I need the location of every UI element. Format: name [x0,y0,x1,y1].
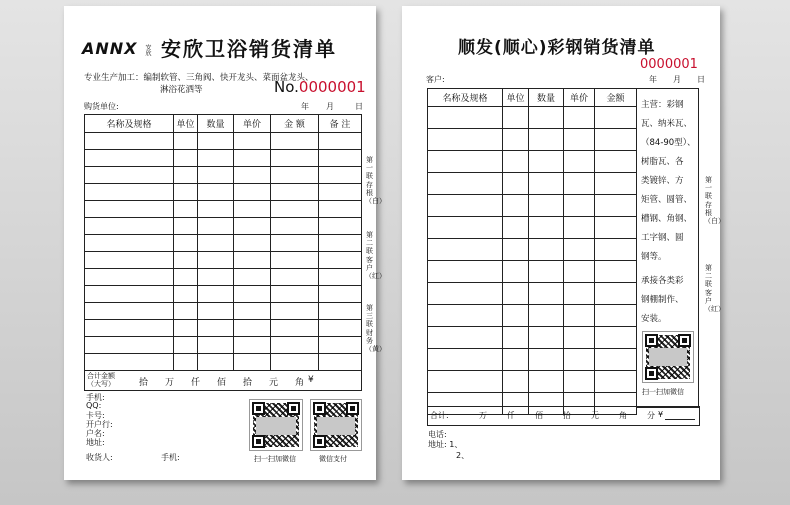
column-header: 备 注 [319,115,362,133]
table-row[interactable] [85,150,362,167]
total-unit: 角 [619,411,627,420]
business-line: 树脂瓦、各 [641,157,684,167]
serial-number [274,78,366,96]
column-header: 单价 [564,89,595,107]
wechat-pay-caption: 微信支付 [319,455,347,463]
table-row[interactable] [85,218,362,235]
qr-mask [649,348,687,366]
right-receipt-sheet [402,6,725,480]
serial-number: 0000001 [640,57,698,72]
column-header: 金 额 [271,115,319,133]
qr-corner-mark [313,435,326,448]
brand-logo-sub: 安欣 [144,44,151,56]
copy-label-3: 第三联财务（黄） [365,304,386,354]
receiver-phone-label: 手机: [161,453,180,462]
table-row[interactable] [85,303,362,320]
contact-phone-label: 手机: [86,393,105,402]
serial-value: 0000001 [298,78,366,96]
total-unit: 分 [647,411,655,420]
total-unit: 角 [295,378,305,388]
wechat-qr-code [642,331,694,383]
column-header: 单价 [234,115,271,133]
serial-prefix: No. [274,78,299,96]
copy-label-1: 第一联存根（白） [704,176,725,226]
contact-account-name-label: 户名: [86,429,105,438]
date-day: 日 [697,75,705,84]
column-header: 数量 [198,115,234,133]
business-line: 钢等。 [641,252,667,262]
products-line-2: 淋浴花洒等 [160,85,203,95]
receiver-label: 收货人: [86,453,113,462]
contact-qq-label: QQ: [86,401,102,410]
qr-corner-mark [252,435,265,448]
table-row[interactable] [428,195,637,217]
total-unit: 仟 [507,411,515,420]
business-line: 钢棚制作、 [641,295,684,305]
total-unit: 拾 [243,378,253,388]
contact-card-label: 卡号: [86,411,105,420]
total-unit: ¥ [308,375,314,385]
date-month: 月 [326,102,334,111]
table-row[interactable] [85,320,362,337]
qr-corner-mark [645,334,658,347]
table-row[interactable] [85,286,362,303]
table-row[interactable] [428,217,637,239]
table-row[interactable] [428,151,637,173]
qr-corner-mark [313,402,326,415]
table-row[interactable] [428,327,637,349]
business-line: 类镀锌、方 [641,176,684,186]
page-title: 安欣卫浴销货清单 [161,37,337,61]
customer-label: 客户: [426,75,445,84]
total-unit: 万 [479,411,487,420]
total-amount-underline [665,419,695,420]
brand-logo: ANNX [82,39,138,58]
total-label: 合计金额（大写） [87,372,115,388]
total-unit: ¥ [658,410,664,419]
column-header: 单位 [503,89,529,107]
total-unit: 元 [269,378,279,388]
wechat-qr-caption: 扫一扫加微信 [254,455,296,463]
table-row[interactable] [428,305,637,327]
table-row[interactable] [85,167,362,184]
qr-corner-mark [645,367,658,380]
column-header: 数量 [529,89,564,107]
table-row[interactable] [428,173,637,195]
wechat-pay-qr-code [310,399,362,451]
total-unit: 拾 [139,378,149,388]
table-row[interactable] [85,269,362,286]
business-line: 主营：彩钢 [641,100,684,110]
contact-bank-label: 开户行: [86,420,113,429]
table-row[interactable] [428,371,637,393]
date-month: 月 [673,75,681,84]
table-row[interactable] [85,133,362,150]
column-header: 金额 [595,89,637,107]
qr-mask [317,417,355,435]
qr-corner-mark [346,402,359,415]
column-header: 名称及规格 [85,115,174,133]
goods-table [427,88,637,415]
total-unit: 佰 [217,378,227,388]
table-row[interactable] [85,252,362,269]
table-row[interactable] [428,349,637,371]
products-line-1: 专业生产加工：编制软管、三角阀、快开龙头、菜面盆龙头、 [84,73,314,83]
wechat-qr-caption: 扫一扫加微信 [642,388,684,396]
buyer-label: 购货单位: [84,102,119,111]
phone-label: 电话: [428,430,447,439]
table-row[interactable] [85,337,362,354]
table-row[interactable] [428,239,637,261]
table-row[interactable] [85,354,362,371]
total-unit: 仟 [191,378,201,388]
qr-corner-mark [287,402,300,415]
goods-table [84,114,362,391]
table-header-row [85,115,362,133]
business-line: 承接各类彩 [641,276,684,286]
table-row[interactable] [85,201,362,218]
total-label: 合计: [430,411,449,420]
business-line: 瓦、纳米瓦、 [641,119,693,129]
total-unit: 拾 [563,411,571,420]
qr-mask [256,417,296,435]
business-line: 槽钢、角钢、 [641,214,693,224]
column-header: 单位 [174,115,198,133]
copy-label-2: 第二联客户（红） [365,231,386,281]
address-label: 地址: 1、 [428,440,463,449]
copy-label-2: 第二联客户（红） [704,264,725,314]
qr-corner-mark [252,402,265,415]
table-row[interactable] [428,129,637,151]
copy-label-1: 第一联存根（白） [365,156,386,206]
page-title: 顺发(顺心)彩钢销货清单 [458,38,656,58]
wechat-qr-code [249,399,303,451]
qr-corner-mark [678,334,691,347]
business-line: （84-90型）、 [641,138,696,148]
business-line: 矩管、圆管、 [641,195,693,205]
total-unit: 佰 [535,411,543,420]
table-header-row [428,89,637,107]
left-receipt-sheet [64,6,386,480]
address-line-2: 2、 [456,451,470,460]
column-header: 名称及规格 [428,89,503,107]
business-line: 安装。 [641,314,667,324]
total-row [85,371,362,391]
table-row[interactable] [428,261,637,283]
contact-address-label: 地址: [86,438,105,447]
date-year: 年 [649,75,657,84]
table-row[interactable] [85,184,362,201]
date-day: 日 [355,102,363,111]
table-row[interactable] [428,283,637,305]
table-row[interactable] [85,235,362,252]
table-row[interactable] [428,107,637,129]
business-line: 工字钢、圆 [641,233,684,243]
total-unit: 万 [165,378,175,388]
date-year: 年 [301,102,309,111]
total-unit: 元 [591,411,599,420]
